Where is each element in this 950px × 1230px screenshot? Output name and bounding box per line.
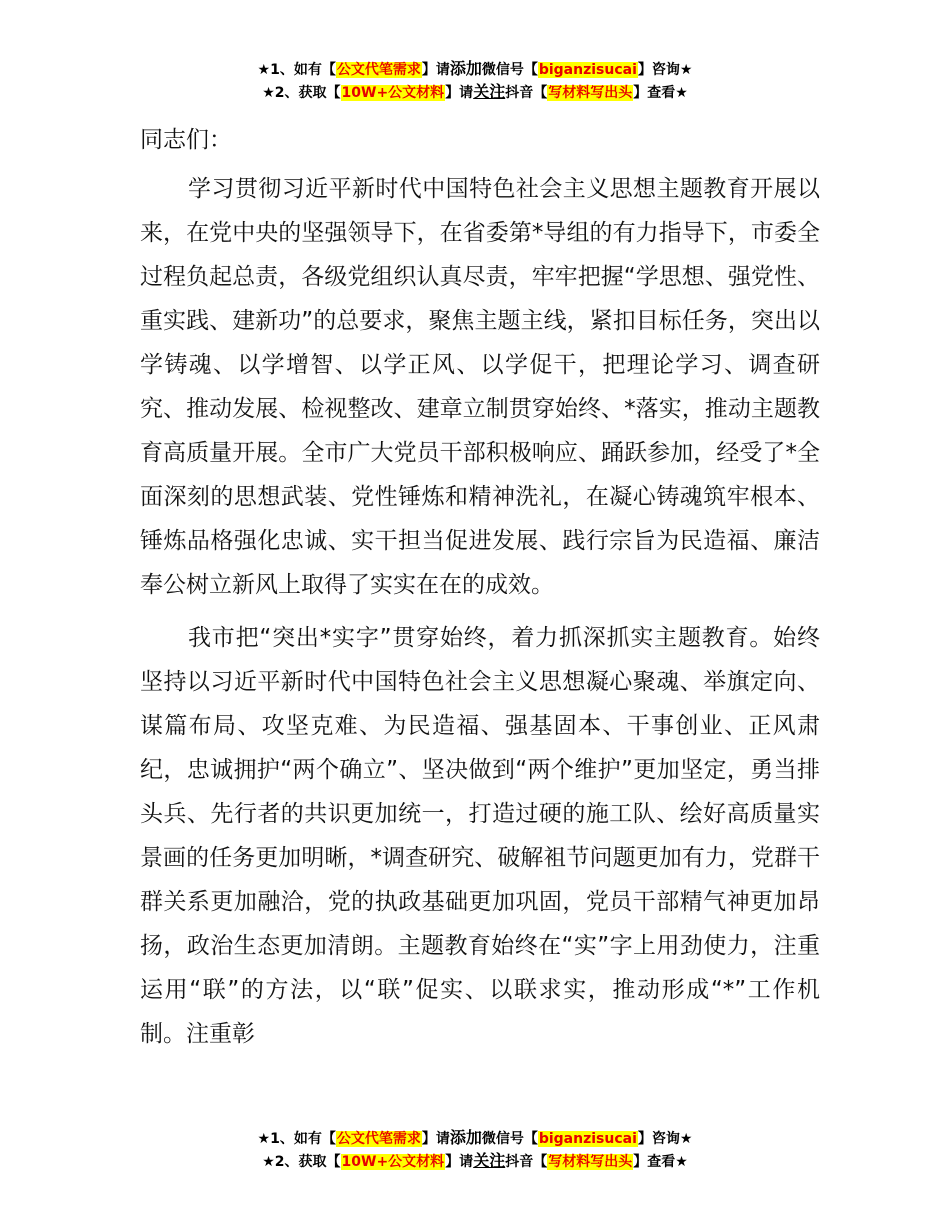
- banner-text: ★1、如有【: [257, 62, 336, 78]
- salutation: 同志们：: [140, 127, 232, 153]
- footer-banner: [0, 1127, 950, 1173]
- banner-text: 】咨询★: [637, 62, 693, 78]
- banner-line-1: [0, 58, 950, 81]
- banner-emphasis: 关注: [473, 1151, 506, 1170]
- banner-text: 】请: [421, 62, 450, 78]
- banner-emphasis: 关注: [473, 82, 506, 101]
- banner-highlight: 写材料写出头: [548, 85, 633, 101]
- banner-highlight: 公文代笔需求: [336, 1131, 421, 1147]
- banner-text: 抖音【: [505, 85, 548, 101]
- banner-line-2: [0, 81, 950, 104]
- paragraph: 我市把“突出*实字”贯穿始终，着力抓深抓实主题教育。始终坚持以习近平新时代中国特色社会主义思想凝心聚魂、举旗定向、谋篇布局、攻坚克难、为民造福、强基固本、干事创业、正风肃纪，忠诚拥护“两个确立”、坚决做到“两个维护”更加坚定，勇当排头兵、先行者的共识更加统一，打造过硬的施工队、绘好高质量实景画的任务更加明晰，*调查研究、破解袓节问题更加有力，党群干群关系更加融洽，党的执政基础更加巩固，党员干部精气神更加昂扬，政治生态更加清朗。主题教育始终在“实”字上用劲使力，注重运用“联”的方法，以“联”促实、以联求实，推动形成“*”工作机制。注重彰: [140, 625, 820, 1047]
- paragraph: 学习贯彻习近平新时代中国特色社会主义思想主题教育开展以来，在党中央的坚强领导下，在省委第*导组的有力指导下，市委全过程负起总责，各级党组织认真尽责，牢牢把握“学思想、强党性、重实践、建新功”的总要求，聚焦主题主线，紧扣目标任务，突出以学铸魂、以学增智、以学正风、以学促干，把理论学习、调查研究、推动发展、检视整改、建章立制贯穿始终、*落实，推动主题教育高质量开展。全市广大党员干部积极响应、踊跃参加，经受了*全面深刻的思想武装、党性锤炼和精神洗礼，在凝心铸魂筑牢根本、锤炼品格强化忠诚、实干担当促进发展、践行宗旨为民造福、廉洁奉公树立新风上取得了实实在在的成效。: [140, 176, 820, 598]
- banner-highlight: biganzisucai: [538, 62, 637, 78]
- banner-text: 】请: [445, 85, 474, 101]
- banner-emphasis: 添加: [449, 1128, 482, 1147]
- banner-text: ★2、获取【: [262, 1154, 341, 1170]
- banner-line-2: [0, 1150, 950, 1173]
- header-banner: [0, 58, 950, 104]
- banner-text: 】请: [445, 1154, 474, 1170]
- document-body: [140, 118, 820, 1056]
- banner-text: 】咨询★: [637, 1131, 693, 1147]
- banner-line-1: [0, 1127, 950, 1150]
- banner-text: 抖音【: [505, 1154, 548, 1170]
- banner-highlight: 公文代笔需求: [336, 62, 421, 78]
- banner-highlight: 写材料写出头: [548, 1154, 633, 1170]
- banner-highlight: 10W+公文材料: [341, 1154, 445, 1170]
- banner-text: 】请: [421, 1131, 450, 1147]
- banner-highlight: 10W+公文材料: [341, 85, 445, 101]
- banner-highlight: biganzisucai: [538, 1131, 637, 1147]
- banner-emphasis: 添加: [449, 59, 482, 78]
- banner-text: ★1、如有【: [257, 1131, 336, 1147]
- banner-text: 微信号【: [481, 1131, 538, 1147]
- banner-text: ★2、获取【: [262, 85, 341, 101]
- banner-text: 微信号【: [481, 62, 538, 78]
- banner-text: 】查看★: [633, 85, 688, 101]
- banner-text: 】查看★: [633, 1154, 688, 1170]
